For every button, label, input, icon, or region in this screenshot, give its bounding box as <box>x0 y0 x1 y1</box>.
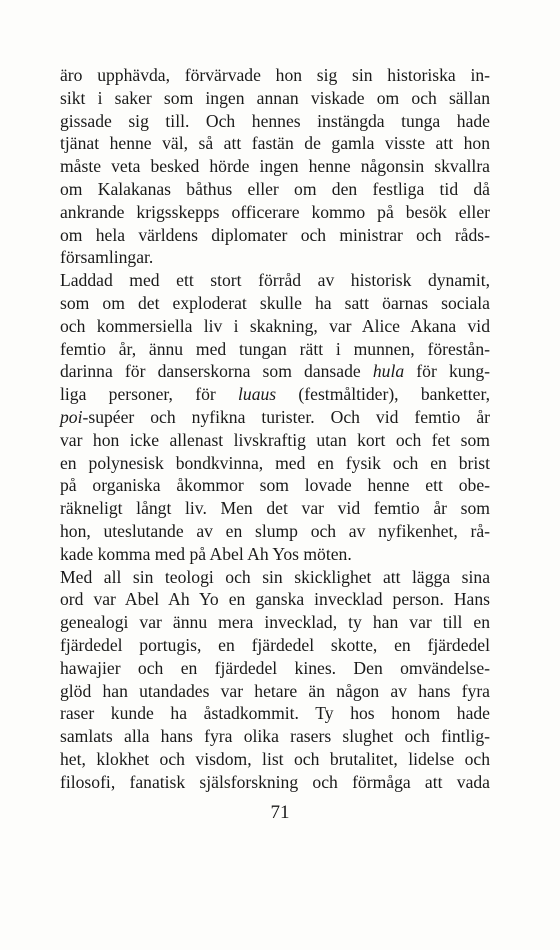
text-line <box>60 429 490 452</box>
text-segment: genealogi var ännu mera invecklad, ty han var till en <box>60 612 490 633</box>
text-segment: gissade sig till. Och hennes instängda tunga hade <box>60 110 490 131</box>
text-line <box>60 566 490 589</box>
text-line <box>60 64 490 87</box>
text-line <box>60 680 490 703</box>
text-segment: darinna för danserskorna som dansade <box>60 361 373 382</box>
text-line <box>60 474 490 497</box>
text-line <box>60 315 490 338</box>
text-line <box>60 110 490 133</box>
italic-word: poi <box>60 406 83 427</box>
text-line <box>60 702 490 725</box>
text-segment: och kommersiella liv i skakning, var Alice Akana vid <box>60 315 490 336</box>
italic-word: luaus <box>238 384 277 405</box>
text-line <box>60 246 490 269</box>
text-segment: -supéer och nyfikna turister. Och vid femtio år <box>82 406 490 427</box>
text-line <box>60 748 490 771</box>
text-segment: måste veta besked hörde ingen henne någonsin skvallra <box>60 156 490 177</box>
italic-word: hula <box>372 361 405 382</box>
text-segment: ankrande krigsskepps officerare kommo på besök eller <box>60 201 490 222</box>
text-segment: äro upphävda, förvärvade hon sig sin historiska in- <box>60 65 490 85</box>
text-segment: Med all sin teologi och sin skicklighet att lägga sina <box>60 566 490 587</box>
text-segment: hawajier och en fjärdedel kines. Den omvändelse- <box>60 657 490 678</box>
text-line <box>60 383 490 406</box>
text-segment: glöd han utandades var hetare än någon av hans fyra <box>60 680 490 701</box>
text-line <box>60 452 490 475</box>
text-segment: om Kalakanas båthus eller om den festliga tid då <box>60 178 490 199</box>
text-segment: Laddad med ett stort förråd av historisk dynamit, <box>60 270 490 291</box>
text-segment: samlats alla hans fyra olika rasers slughet och fintlig- <box>60 726 490 747</box>
text-line <box>60 338 490 361</box>
text-segment: en polynesisk bondkvinna, med en fysik och en brist <box>60 452 490 473</box>
text-line <box>60 201 490 224</box>
text-line <box>60 132 490 155</box>
text-segment: var hon icke allenast livskraftig utan kort och fet som <box>60 429 490 450</box>
text-line <box>60 588 490 611</box>
text-line <box>60 155 490 178</box>
text-line <box>60 520 490 543</box>
text-line <box>60 771 490 794</box>
text-segment: som om det exploderat skulle ha satt öarnas sociala <box>60 292 490 313</box>
text-segment: räkneligt långt liv. Men det var vid femtio år som <box>60 498 490 519</box>
text-segment: ord var Abel Ah Yo en ganska invecklad person. Hans <box>60 589 490 610</box>
text-segment: liga personer, för <box>60 384 239 405</box>
text-segment: på organiska åkommor som lovade henne ett obe- <box>60 475 490 496</box>
text-line <box>60 497 490 520</box>
text-segment: kade komma med på Abel Ah Yos möten. <box>60 543 352 564</box>
text-line <box>60 178 490 201</box>
text-line <box>60 634 490 657</box>
text-segment: het, klokhet och visdom, list och brutalitet, lidelse och <box>60 748 490 769</box>
text-segment: femtio år, ännu med tungan rätt i munnen, förestån- <box>60 338 490 359</box>
text-segment: för kung- <box>404 361 491 382</box>
text-line <box>60 360 490 383</box>
text-segment: om hela världens diplomater och ministrar och råds- <box>60 224 490 245</box>
text-line <box>60 292 490 315</box>
page-number: 71 <box>270 802 290 823</box>
text-segment: hon, uteslutande av en slump och av nyfikenhet, rå- <box>60 520 490 541</box>
text-segment: församlingar. <box>60 247 154 268</box>
text-line <box>60 725 490 748</box>
text-segment: raser kunde ha åstadkommit. Ty hos honom hade <box>60 703 490 724</box>
text-segment: sikt i saker som ingen annan viskade om och sällan <box>60 87 490 108</box>
text-line <box>60 87 490 110</box>
text-line <box>60 224 490 247</box>
text-line <box>60 657 490 680</box>
text-segment: filosofi, fanatisk själsforskning och förmåga att vada <box>60 771 490 792</box>
text-line <box>60 611 490 634</box>
body-text <box>60 64 490 794</box>
text-segment: tjänat henne väl, så att fastän de gamla visste att hon <box>60 133 490 154</box>
text-line <box>60 269 490 292</box>
text-line <box>60 543 490 566</box>
text-line <box>60 406 490 429</box>
text-segment: (festmåltider), banketter, <box>276 384 491 405</box>
text-segment: fjärdedel portugis, en fjärdedel skotte, en fjärdedel <box>60 634 490 655</box>
